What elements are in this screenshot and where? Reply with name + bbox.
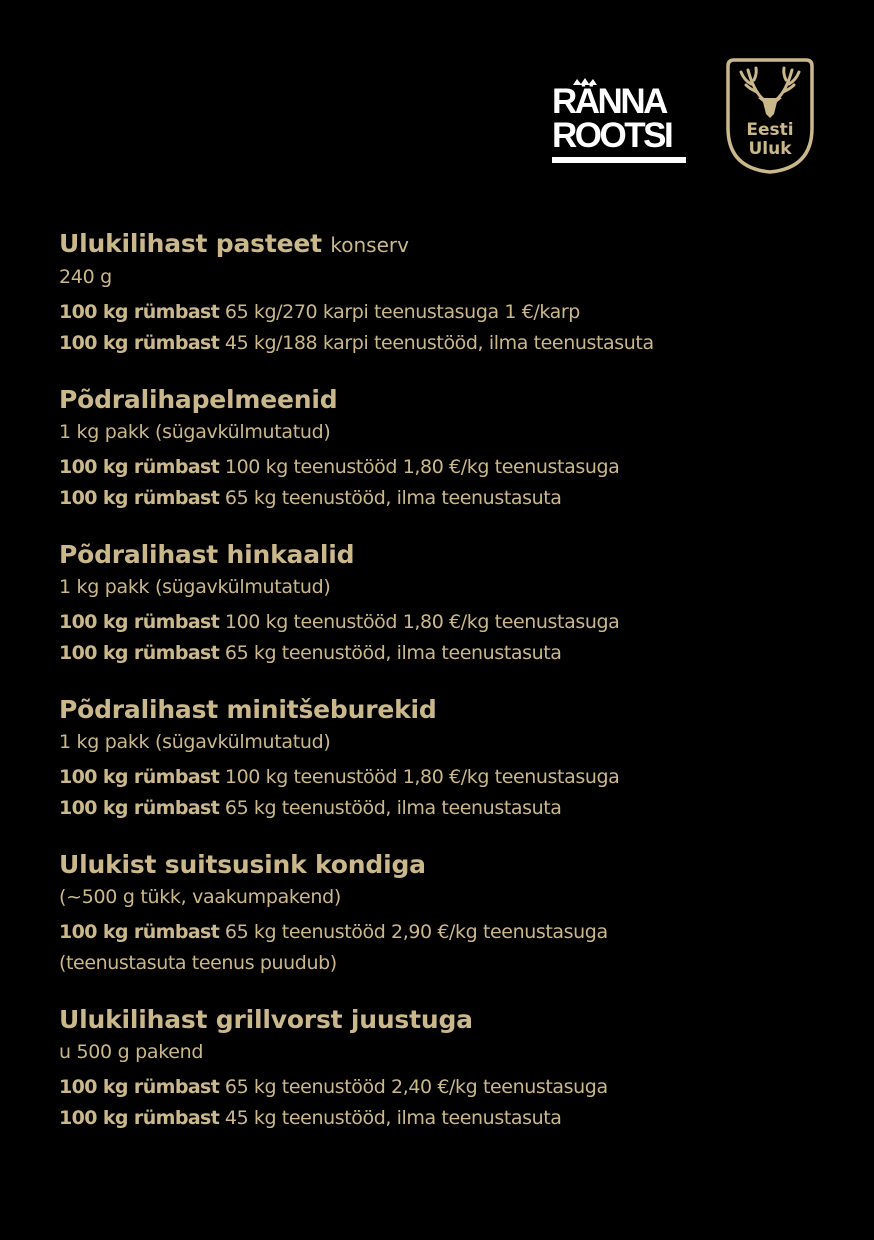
yield-label: 100 kg rümbast	[59, 301, 220, 323]
yield-note	[59, 948, 839, 979]
yield-line	[59, 328, 839, 359]
yield-label: 100 kg rümbast	[59, 642, 220, 664]
uluk-line-2: Uluk	[748, 139, 792, 159]
product-subtitle: 1 kg pakk (sügavkülmutatud)	[59, 576, 331, 598]
yield-text: 65 kg teenustööd 2,40 €/kg teenustasuga	[219, 1076, 608, 1098]
product-item	[59, 537, 839, 669]
ranna-line-1: RÄNNA	[552, 82, 666, 121]
yield-line	[59, 297, 839, 328]
uluk-line-1: Eesti	[746, 120, 794, 140]
yield-label: 100 kg rümbast	[59, 921, 220, 943]
yield-label: 100 kg rümbast	[59, 1076, 220, 1098]
deer-shield-icon	[724, 56, 816, 174]
yield-line	[59, 607, 839, 638]
product-title-suffix: konserv	[330, 233, 409, 257]
yield-label: 100 kg rümbast	[59, 1107, 220, 1129]
product-subtitle: 1 kg pakk (sügavkülmutatud)	[59, 421, 331, 443]
yield-line	[59, 452, 839, 483]
ranna-line-2: ROOTSI	[552, 116, 672, 155]
product-title-text: Ulukilihast pasteet	[59, 229, 322, 258]
yield-label: 100 kg rümbast	[59, 766, 220, 788]
product-subtitle: 240 g	[59, 266, 112, 288]
yield-note-text: (teenustasuta teenus puudub)	[59, 952, 337, 974]
product-title-text: Põdralihast hinkaalid	[59, 540, 355, 569]
product-title	[59, 847, 839, 883]
yield-text: 65 kg teenustööd, ilma teenustasuta	[219, 797, 562, 819]
yield-text: 100 kg teenustööd 1,80 €/kg teenustasuga	[219, 456, 620, 478]
product-title	[59, 537, 839, 573]
product-title	[59, 1002, 839, 1038]
eesti-uluk-logo	[724, 56, 816, 174]
yield-text: 65 kg teenustööd, ilma teenustasuta	[219, 487, 562, 509]
product-title	[59, 382, 839, 418]
product-item	[59, 847, 839, 979]
product-subtitle: (~500 g tükk, vaakumpakend)	[59, 886, 341, 908]
ranna-rootsi-logo	[552, 61, 690, 169]
yield-label: 100 kg rümbast	[59, 487, 220, 509]
yield-line	[59, 483, 839, 514]
yield-label: 100 kg rümbast	[59, 611, 220, 633]
yield-text: 100 kg teenustööd 1,80 €/kg teenustasuga	[219, 766, 620, 788]
yield-line	[59, 917, 839, 948]
yield-text: 100 kg teenustööd 1,80 €/kg teenustasuga	[219, 611, 620, 633]
yield-label: 100 kg rümbast	[59, 332, 220, 354]
yield-line	[59, 1103, 839, 1134]
product-title-text: Ulukilihast grillvorst juustuga	[59, 1005, 473, 1034]
yield-text: 65 kg teenustööd 2,90 €/kg teenustasuga	[219, 921, 608, 943]
yield-line	[59, 793, 839, 824]
product-list	[59, 226, 839, 1157]
yield-line	[59, 638, 839, 669]
yield-text: 45 kg/188 karpi teenustööd, ilma teenustasuta	[219, 332, 654, 354]
product-item	[59, 1002, 839, 1134]
logo-area	[552, 56, 816, 174]
yield-text: 65 kg teenustööd, ilma teenustasuta	[219, 642, 562, 664]
ranna-rootsi-logo-icon	[552, 61, 690, 169]
product-subtitle: u 500 g pakend	[59, 1041, 204, 1063]
yield-text: 65 kg/270 karpi teenustasuga 1 €/karp	[219, 301, 580, 323]
yield-label: 100 kg rümbast	[59, 797, 220, 819]
product-item	[59, 382, 839, 514]
product-title-text: Põdralihapelmeenid	[59, 385, 338, 414]
product-subtitle: 1 kg pakk (sügavkülmutatud)	[59, 731, 331, 753]
product-title	[59, 692, 839, 728]
yield-label: 100 kg rümbast	[59, 456, 220, 478]
product-item	[59, 226, 839, 359]
product-title-text: Põdralihast minitšeburekid	[59, 695, 437, 724]
product-title	[59, 226, 839, 263]
yield-text: 45 kg teenustööd, ilma teenustasuta	[219, 1107, 562, 1129]
yield-line	[59, 1072, 839, 1103]
yield-line	[59, 762, 839, 793]
product-title-text: Ulukist suitsusink kondiga	[59, 850, 426, 879]
product-item	[59, 692, 839, 824]
